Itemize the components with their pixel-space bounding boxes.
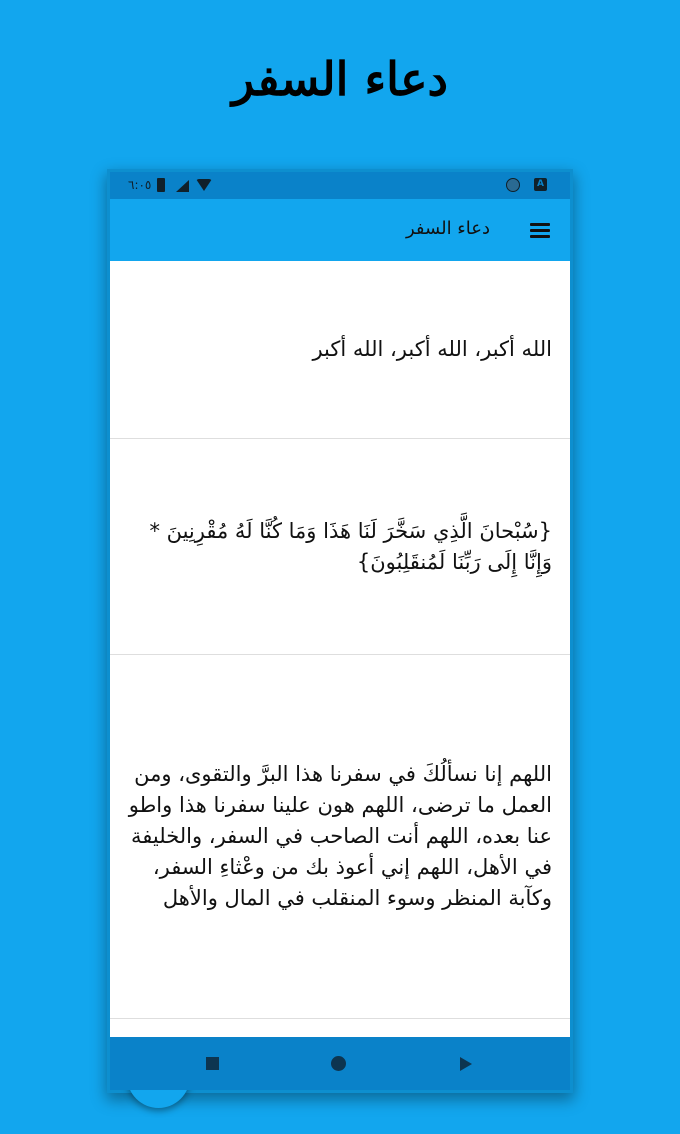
navigation-bar <box>110 1037 570 1090</box>
phone-screen <box>110 172 570 1090</box>
wifi-icon <box>196 179 212 191</box>
list-item[interactable] <box>110 439 570 655</box>
dua-text: الله أكبر، الله أكبر، الله أكبر <box>312 337 552 361</box>
recents-square-icon[interactable] <box>204 1054 222 1072</box>
circle-icon <box>506 178 520 192</box>
dua-text: اللهم إنا نسألُكَ في سفرنا هذا البرَّ والتقوى، ومن العمل ما ترضى، اللهم هون علينا سفرنا هذا واطو عنا بعده، اللهم أنت الصاحب في السفر، والخليفة في الأهل، اللهم إني أعوذ بك من وعْثاءِ السفر، وكآبة المنظر وسوء المنقلب في المال والأهل <box>128 762 552 910</box>
back-triangle-icon[interactable] <box>458 1054 476 1072</box>
home-circle-icon[interactable] <box>330 1054 348 1072</box>
list-item[interactable] <box>110 261 570 439</box>
app-bar <box>110 199 570 261</box>
hamburger-menu-icon[interactable] <box>526 216 554 244</box>
status-time: ٦:٠٥ <box>128 178 152 192</box>
app-title: دعاء السفر <box>405 218 490 239</box>
battery-icon <box>157 178 165 192</box>
dua-list <box>110 261 570 1037</box>
list-item[interactable] <box>110 655 570 1019</box>
a-badge-icon: A <box>534 178 547 191</box>
dua-text: {سُبْحانَ الَّذِي سَخَّرَ لَنَا هَذَا وَمَا كُنَّا لَهُ مُقْرِنِينَ * وَإِنَّا إِلَى رَبِّنَا لَمُنقَلِبُونَ} <box>149 518 552 574</box>
banner-title: دعاء السفر <box>231 52 449 106</box>
signal-icon <box>176 180 189 192</box>
status-bar <box>110 172 570 199</box>
